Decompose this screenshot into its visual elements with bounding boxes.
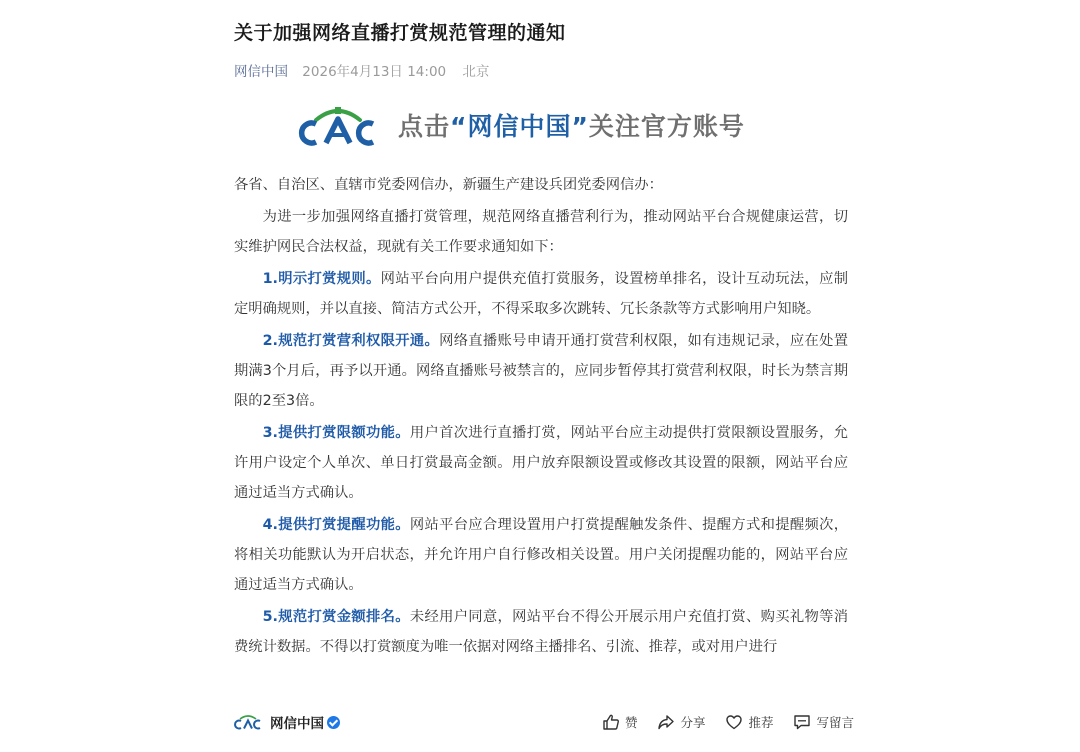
item-text: 用户首次进行直播打赏，网站平台应主动提供打赏限额设置服务，允许用户设定个人单次、单日打赏最高金额。用户放弃限额设置或修改其设置的限额，网站平台应通过适当方式确认。 [234, 425, 848, 501]
cac-logo-icon [296, 100, 380, 150]
salutation: 各省、自治区、直辖市党委网信办，新疆生产建设兵团党委网信办： [234, 177, 663, 193]
source-link[interactable]: 网信中国 [234, 64, 288, 80]
item-title: 5.规范打赏金额排名。 [262, 609, 410, 625]
banner-highlight: “网信中国” [450, 112, 589, 141]
item-text: 网站平台应合理设置用户打赏提醒触发条件、提醒方式和提醒频次，将相关功能默认为开启状态，并允许用户自行修改相关设置。用户关闭提醒功能的，网站平台应通过适当方式确认。 [234, 517, 848, 593]
item-text: 网站平台向用户提供充值打赏服务，设置榜单排名，设计互动玩法，应制定明确规则，并以直接、简洁方式公开，不得采取多次跳转、冗长条款等方式影响用户知晓。 [234, 271, 848, 317]
item-title: 3.提供打赏限额功能。 [262, 425, 410, 441]
comment-label: 写留言 [816, 715, 854, 730]
recommend-button[interactable] [725, 713, 773, 731]
heart-icon [725, 713, 743, 731]
cac-small-logo-icon [234, 713, 262, 731]
recommend-label: 推荐 [748, 715, 774, 730]
follow-banner[interactable] [296, 100, 786, 150]
item-title: 1.明示打赏规则。 [262, 271, 381, 287]
article-title: 关于加强网络直播打赏规范管理的通知 [234, 22, 566, 44]
list-item [234, 418, 848, 508]
cac-logo [296, 100, 386, 150]
item-title: 2.规范打赏营利权限开通。 [262, 333, 440, 349]
item-text: 未经用户同意，网站平台不得公开展示用户充值打赏、购买礼物等消费统计数据。不得以打赏额度为唯一依据对网络主播排名、引流、推荐，或对用户进行 [234, 609, 848, 655]
item-title: 4.提供打赏提醒功能。 [262, 517, 410, 533]
publish-location: 北京 [462, 64, 490, 80]
like-label: 赞 [624, 715, 638, 730]
banner-prefix: 点击 [398, 112, 451, 141]
like-button[interactable] [602, 713, 638, 731]
share-button[interactable] [657, 713, 705, 731]
comment-button[interactable] [793, 713, 854, 731]
bottom-bar [234, 706, 854, 738]
verified-badge-icon [327, 716, 340, 729]
list-item [234, 326, 848, 416]
intro-paragraph: 为进一步加强网络直播打赏管理，规范网络直播营利行为，推动网站平台合规健康运营，切实维护网民合法权益，现就有关工作要求通知如下： [234, 209, 848, 255]
article-body [234, 170, 848, 664]
list-item [234, 264, 848, 324]
share-icon [657, 713, 675, 731]
comment-icon [793, 713, 811, 731]
article-meta [234, 60, 489, 80]
share-label: 分享 [680, 715, 706, 730]
publish-time: 2026年4月13日 14:00 [302, 64, 447, 80]
list-item [234, 602, 848, 662]
banner-suffix: 关注官方账号 [588, 112, 745, 141]
account-name: 网信中国 [270, 716, 324, 732]
thumbs-up-icon [602, 713, 620, 731]
list-item [234, 510, 848, 600]
action-bar [582, 713, 854, 731]
banner-text [398, 107, 745, 143]
account-info[interactable] [234, 712, 340, 732]
item-text: 网络直播账号申请开通打赏营利权限，如有违规记录，应在处置期满3个月后，再予以开通。网络直播账号被禁言的，应同步暂停其打赏营利权限，时长为禁言期限的2至3倍。 [234, 333, 848, 409]
